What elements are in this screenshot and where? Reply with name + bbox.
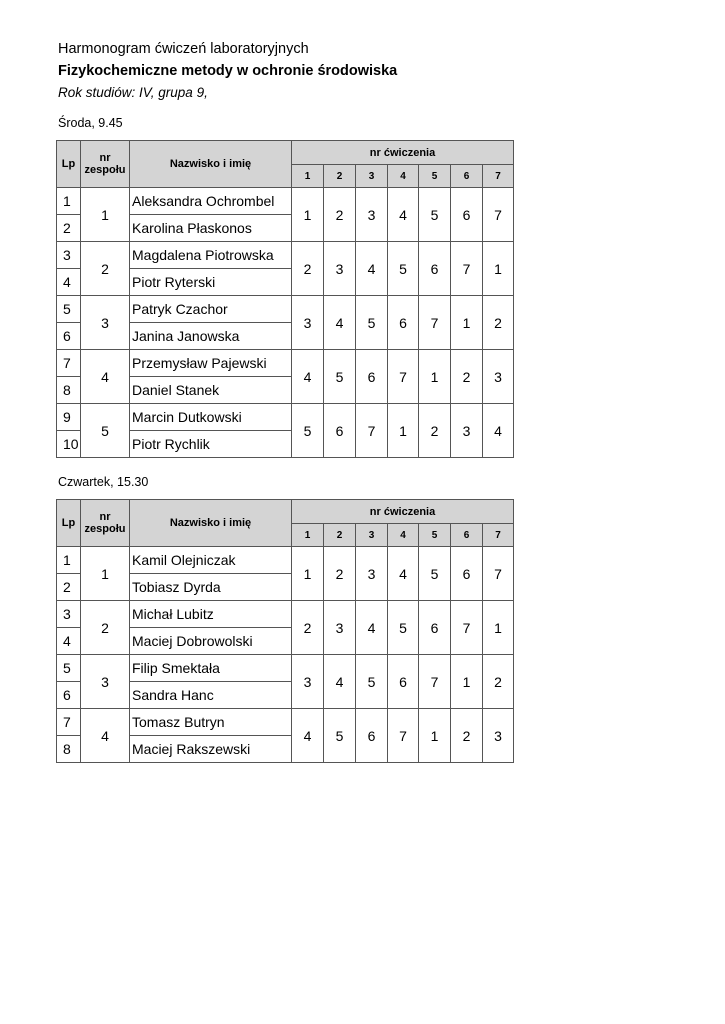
exercise-cell: 5 bbox=[388, 601, 419, 655]
row-number: 10 bbox=[57, 431, 81, 458]
table-row bbox=[57, 404, 514, 431]
exercise-cell: 1 bbox=[292, 188, 324, 242]
exercise-cell: 5 bbox=[356, 296, 388, 350]
study-year: Rok studiów: IV, grupa 9, bbox=[58, 85, 208, 100]
exercise-cell: 3 bbox=[483, 709, 514, 763]
exercise-cell: 6 bbox=[419, 242, 451, 296]
exercise-cell: 4 bbox=[324, 296, 356, 350]
row-number: 4 bbox=[57, 628, 81, 655]
document-title: Harmonogram ćwiczeń laboratoryjnych bbox=[58, 41, 309, 57]
table-row bbox=[57, 655, 514, 682]
exercise-cell: 2 bbox=[324, 547, 356, 601]
exercise-cell: 3 bbox=[324, 242, 356, 296]
exercise-cell: 5 bbox=[419, 547, 451, 601]
exercise-cell: 1 bbox=[419, 709, 451, 763]
student-name: Kamil Olejniczak bbox=[130, 547, 292, 574]
header-team-number bbox=[81, 141, 130, 188]
header-exercise-number: 7 bbox=[483, 165, 514, 188]
header-exercise-number: 1 bbox=[292, 524, 324, 547]
student-name: Piotr Ryterski bbox=[130, 269, 292, 296]
exercise-cell: 5 bbox=[292, 404, 324, 458]
exercise-cell: 1 bbox=[419, 350, 451, 404]
exercise-cell: 1 bbox=[451, 296, 483, 350]
team-number: 3 bbox=[81, 655, 130, 709]
exercise-cell: 6 bbox=[388, 296, 419, 350]
exercise-cell: 7 bbox=[451, 242, 483, 296]
header-name: Nazwisko i imię bbox=[130, 500, 292, 547]
student-name: Michał Lubitz bbox=[130, 601, 292, 628]
team-number: 4 bbox=[81, 709, 130, 763]
row-number: 5 bbox=[57, 655, 81, 682]
exercise-cell: 6 bbox=[356, 709, 388, 763]
team-number: 2 bbox=[81, 601, 130, 655]
exercise-cell: 4 bbox=[324, 655, 356, 709]
team-number: 3 bbox=[81, 296, 130, 350]
row-number: 3 bbox=[57, 601, 81, 628]
team-number: 5 bbox=[81, 404, 130, 458]
exercise-cell: 3 bbox=[324, 601, 356, 655]
exercise-cell: 6 bbox=[419, 601, 451, 655]
table-row bbox=[57, 350, 514, 377]
student-name: Maciej Rakszewski bbox=[130, 736, 292, 763]
row-number: 8 bbox=[57, 736, 81, 763]
exercise-cell: 4 bbox=[292, 709, 324, 763]
exercise-cell: 7 bbox=[419, 296, 451, 350]
exercise-cell: 2 bbox=[419, 404, 451, 458]
exercise-cell: 2 bbox=[451, 709, 483, 763]
team-number: 4 bbox=[81, 350, 130, 404]
exercise-cell: 2 bbox=[483, 296, 514, 350]
student-name: Piotr Rychlik bbox=[130, 431, 292, 458]
course-name: Fizykochemiczne metody w ochronie środowiska bbox=[58, 63, 398, 79]
row-number: 5 bbox=[57, 296, 81, 323]
header-team-line1: nr bbox=[99, 152, 111, 164]
header-lp: Lp bbox=[57, 500, 81, 547]
header-exercise-number: 6 bbox=[451, 165, 483, 188]
exercise-cell: 7 bbox=[388, 709, 419, 763]
team-number: 2 bbox=[81, 242, 130, 296]
table-row bbox=[57, 601, 514, 628]
header-exercise-number: 5 bbox=[419, 165, 451, 188]
header-exercise-number: 2 bbox=[324, 165, 356, 188]
team-number: 1 bbox=[81, 547, 130, 601]
header-team-line2: zespołu bbox=[84, 523, 126, 535]
exercise-cell: 5 bbox=[356, 655, 388, 709]
session-label-wednesday: Środa, 9.45 bbox=[58, 116, 123, 130]
row-number: 3 bbox=[57, 242, 81, 269]
row-number: 8 bbox=[57, 377, 81, 404]
exercise-cell: 2 bbox=[483, 655, 514, 709]
student-name: Tomasz Butryn bbox=[130, 709, 292, 736]
exercise-cell: 7 bbox=[483, 188, 514, 242]
exercise-cell: 6 bbox=[356, 350, 388, 404]
table-row bbox=[57, 709, 514, 736]
header-team-number bbox=[81, 500, 130, 547]
exercise-cell: 4 bbox=[388, 188, 419, 242]
exercise-cell: 1 bbox=[483, 242, 514, 296]
exercise-cell: 3 bbox=[356, 547, 388, 601]
header-exercise-number: 4 bbox=[388, 524, 419, 547]
team-number: 1 bbox=[81, 188, 130, 242]
exercise-cell: 2 bbox=[324, 188, 356, 242]
row-number: 6 bbox=[57, 323, 81, 350]
header-exercise-number: 1 bbox=[292, 165, 324, 188]
table-row bbox=[57, 242, 514, 269]
exercise-cell: 6 bbox=[324, 404, 356, 458]
exercise-cell: 3 bbox=[292, 296, 324, 350]
exercise-cell: 5 bbox=[324, 709, 356, 763]
session-label-thursday: Czwartek, 15.30 bbox=[58, 475, 149, 489]
student-name: Tobiasz Dyrda bbox=[130, 574, 292, 601]
header-team-line1: nr bbox=[99, 511, 111, 523]
schedule-table-thursday bbox=[56, 499, 514, 763]
header-team-line2: zespołu bbox=[84, 164, 126, 176]
exercise-cell: 5 bbox=[419, 188, 451, 242]
header-exercise-number: 2 bbox=[324, 524, 356, 547]
exercise-cell: 2 bbox=[292, 242, 324, 296]
header-exercise-number: 4 bbox=[388, 165, 419, 188]
exercise-cell: 6 bbox=[451, 188, 483, 242]
exercise-cell: 7 bbox=[419, 655, 451, 709]
exercise-cell: 4 bbox=[356, 242, 388, 296]
row-number: 7 bbox=[57, 709, 81, 736]
exercise-cell: 6 bbox=[388, 655, 419, 709]
row-number: 4 bbox=[57, 269, 81, 296]
exercise-cell: 4 bbox=[292, 350, 324, 404]
student-name: Przemysław Pajewski bbox=[130, 350, 292, 377]
exercise-cell: 3 bbox=[483, 350, 514, 404]
student-name: Sandra Hanc bbox=[130, 682, 292, 709]
header-exercise-number: 3 bbox=[356, 524, 388, 547]
row-number: 9 bbox=[57, 404, 81, 431]
student-name: Patryk Czachor bbox=[130, 296, 292, 323]
exercise-cell: 7 bbox=[451, 601, 483, 655]
exercise-cell: 4 bbox=[356, 601, 388, 655]
header-exercise-number: 7 bbox=[483, 524, 514, 547]
header-exercise-number: 3 bbox=[356, 165, 388, 188]
exercise-cell: 4 bbox=[388, 547, 419, 601]
exercise-cell: 4 bbox=[483, 404, 514, 458]
student-name: Janina Janowska bbox=[130, 323, 292, 350]
row-number: 1 bbox=[57, 547, 81, 574]
table-row bbox=[57, 547, 514, 574]
exercise-cell: 1 bbox=[292, 547, 324, 601]
header-exercise-number: 5 bbox=[419, 524, 451, 547]
table-row bbox=[57, 188, 514, 215]
header-exercise: nr ćwiczenia bbox=[292, 500, 514, 524]
exercise-cell: 2 bbox=[292, 601, 324, 655]
student-name: Maciej Dobrowolski bbox=[130, 628, 292, 655]
header-exercise: nr ćwiczenia bbox=[292, 141, 514, 165]
row-number: 2 bbox=[57, 215, 81, 242]
student-name: Filip Smektała bbox=[130, 655, 292, 682]
exercise-cell: 1 bbox=[388, 404, 419, 458]
exercise-cell: 3 bbox=[451, 404, 483, 458]
exercise-cell: 7 bbox=[388, 350, 419, 404]
header-name: Nazwisko i imię bbox=[130, 141, 292, 188]
exercise-cell: 5 bbox=[324, 350, 356, 404]
schedule-table-wednesday bbox=[56, 140, 514, 458]
exercise-cell: 7 bbox=[483, 547, 514, 601]
header-lp: Lp bbox=[57, 141, 81, 188]
student-name: Daniel Stanek bbox=[130, 377, 292, 404]
exercise-cell: 5 bbox=[388, 242, 419, 296]
student-name: Magdalena Piotrowska bbox=[130, 242, 292, 269]
student-name: Marcin Dutkowski bbox=[130, 404, 292, 431]
row-number: 2 bbox=[57, 574, 81, 601]
header-exercise-number: 6 bbox=[451, 524, 483, 547]
exercise-cell: 1 bbox=[483, 601, 514, 655]
exercise-cell: 3 bbox=[356, 188, 388, 242]
student-name: Karolina Płaskonos bbox=[130, 215, 292, 242]
row-number: 7 bbox=[57, 350, 81, 377]
student-name: Aleksandra Ochrombel bbox=[130, 188, 292, 215]
row-number: 6 bbox=[57, 682, 81, 709]
table-row bbox=[57, 296, 514, 323]
row-number: 1 bbox=[57, 188, 81, 215]
exercise-cell: 6 bbox=[451, 547, 483, 601]
exercise-cell: 7 bbox=[356, 404, 388, 458]
exercise-cell: 1 bbox=[451, 655, 483, 709]
exercise-cell: 2 bbox=[451, 350, 483, 404]
exercise-cell: 3 bbox=[292, 655, 324, 709]
